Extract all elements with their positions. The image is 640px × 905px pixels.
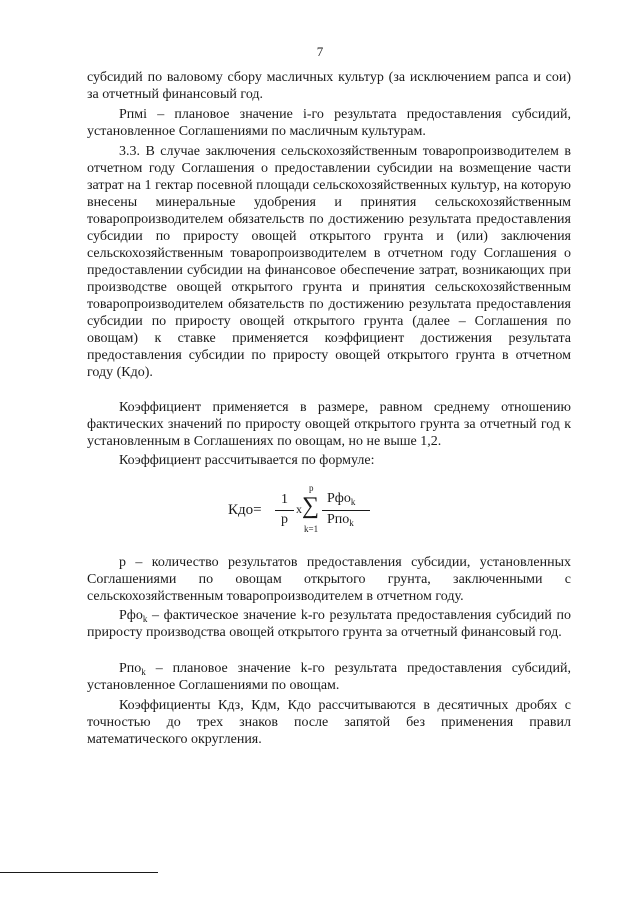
- paragraph-formula-intro: Коэффициент рассчитывается по формуле:: [119, 453, 375, 468]
- paragraph-oilseed-continuation: субсидий по валовому сбору масличных культур (за исключением рапса и сои) за отчетный финансовый год.: [87, 70, 571, 102]
- paragraph-p-definition: р – количество результатов предоставления субсидии, установленных Соглашениями по овощам открытого грунта, заключенными с сельскохозяйственным товаропроизводителем в отчетном году.: [87, 555, 571, 604]
- rpo-definition-text: – плановое значение k-го результата предоставления субсидий, установленное Соглашениями по овощам.: [87, 661, 571, 693]
- formula-fraction-numerator: 1: [281, 492, 288, 507]
- formula-ratio-bar: [322, 510, 370, 511]
- kdo-formula: [0, 472, 640, 542]
- subscript-k: k: [350, 497, 356, 507]
- rfo-symbol: Рфо: [327, 491, 351, 506]
- formula-lhs: Кдо=: [228, 502, 262, 518]
- paragraph-rounding-rule: Коэффициенты Кдз, Кдм, Кдо рассчитываются в десятичных дробях с точностью до трех знаков после запятой без применения правил математического округления.: [87, 698, 571, 747]
- rfo-definition-text: – фактическое значение k-го результата предоставления субсидий по приросту производства овощей открытого грунта за отчетный финансовый год.: [87, 608, 571, 640]
- paragraph-rfo-definition: [87, 607, 571, 641]
- footer-rule: [0, 872, 158, 873]
- subscript-k: k: [349, 518, 354, 528]
- formula-sum-symbol: ∑: [302, 493, 320, 519]
- formula-ratio-denominator: [327, 512, 354, 528]
- rpo-symbol: Рпо: [119, 661, 142, 676]
- page-number: 7: [316, 44, 324, 59]
- formula-fraction-bar: [275, 510, 294, 511]
- paragraph-rpmi-definition: Рпмi – плановое значение i-го результата предоставления субсидий, установленное Соглашениями по масличным культурам.: [87, 107, 571, 139]
- subscript-k: k: [141, 667, 146, 677]
- formula-ratio-numerator: [327, 491, 355, 507]
- subscript-k: k: [142, 614, 148, 624]
- paragraph-rpo-definition: [87, 660, 571, 694]
- rfo-symbol: Рфо: [119, 608, 143, 623]
- formula-fraction-denominator: р: [281, 512, 288, 527]
- rpo-symbol: Рпо: [327, 512, 350, 527]
- formula-sum-lower-limit: k=1: [304, 524, 319, 534]
- paragraph-section-3-3: 3.3. В случае заключения сельскохозяйственным товаропроизводителем в отчетном году Соглашения о предоставлении субсидии на возмещение части затрат на 1 гектар посевной площади сельскохозяйственных культур, на которую внесены минеральные удобрения и принятия сельскохозяйственным товаропроизводителем обязательств по достижению результата предоставления субсидии по приросту овощей открытого грунта и (или) заключения сельскохозяйственным товаропроизводителем в отчетном году Соглашения о предоставлении субсидии на финансовое обеспечение затрат, возникающих при производстве овощей открытого грунта и принятия сельскохозяйственным товаропроизводителем обязательств по достижению результата предоставления субсидии по приросту овощей открытого грунта (далее – Соглашения по овощам) к ставке применяется коэффициент достижения результата предоставления субсидии по приросту овощей открытого грунта в отчетном году (Кдо).: [87, 144, 571, 380]
- paragraph-coefficient-size: Коэффициент применяется в размере, равном среднему отношению фактических значений по приросту овощей открытого грунта за отчетный год к установленным в Соглашениях по овощам, но не выше 1,2.: [87, 400, 571, 449]
- formula-multiply-sign: х: [296, 502, 302, 516]
- formula-sum-upper-limit: р: [309, 483, 314, 493]
